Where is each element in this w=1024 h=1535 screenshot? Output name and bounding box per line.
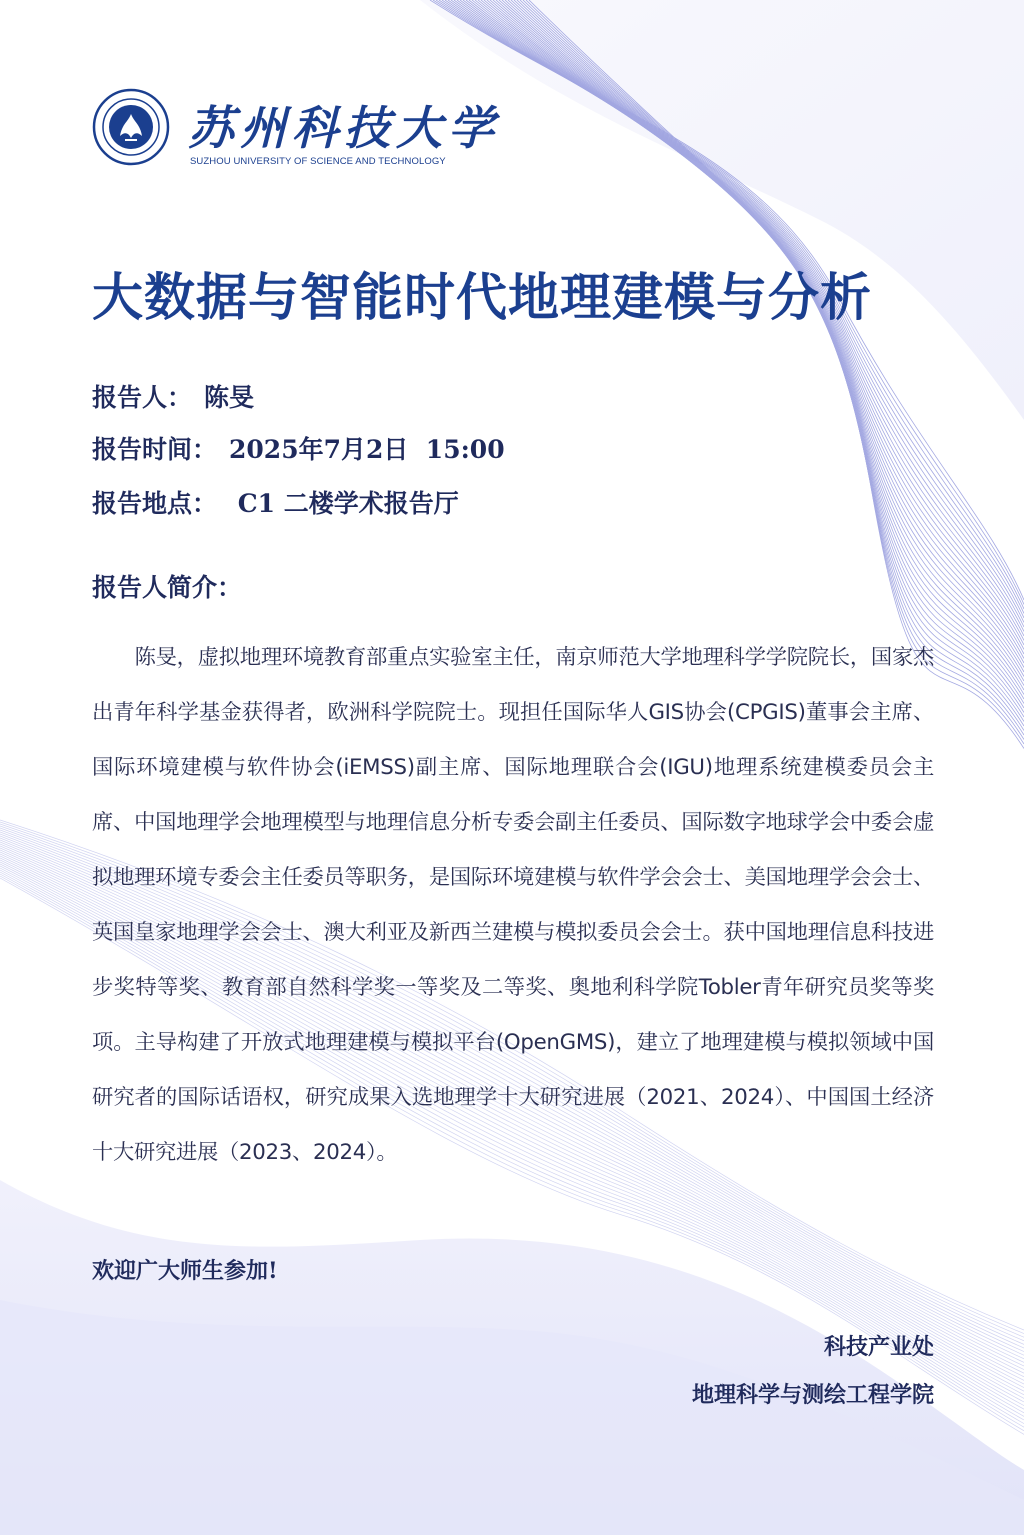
university-name-en: SUZHOU UNIVERSITY OF SCIENCE AND TECHNOLOGY (190, 156, 446, 167)
organizer-1: 科技产业处 (823, 1334, 934, 1360)
place-row (92, 484, 459, 520)
time-label: 报告时间： (92, 435, 218, 464)
place-value: C1 二楼学术报告厅 (229, 489, 459, 518)
organizer-2: 地理科学与测绘工程学院 (691, 1382, 934, 1408)
speaker-label: 报告人： (92, 383, 193, 412)
welcome-text: 欢迎广大师生参加! (92, 1258, 278, 1284)
speaker-value: 陈旻 (204, 383, 255, 412)
bio-heading: 报告人简介： (92, 573, 243, 602)
place-label: 报告地点： (92, 489, 218, 518)
page-title: 大数据与智能时代地理建模与分析 (92, 268, 873, 328)
time-value: 2025年7月2日 15:00 (229, 435, 505, 464)
bio-paragraph: 陈旻，虚拟地理环境教育部重点实验室主任，南京师范大学地理科学学院院长，国家杰出青年科学基金获得者，欧洲科学院院士。现担任国际华人GIS协会(CPGIS)董事会主席、国际环境建模与软件协会(iEMSS)副主席、国际地理联合会(IGU)地理系统建模委员会主席、中国地理学会地理模型与地理信息分析专委会副主任委员、国际数字地球学会中委会虚拟地理环境专委会主任委员等职务，是国际环境建模与软件学会会士、美国地理学会会士、英国皇家地理学会会士、澳大利亚及新西兰建模与模拟委员会会士。获中国地理信息科技进步奖特等奖、教育部自然科学奖一等奖及二等奖、奥地利科学院Tobler青年研究员奖等奖项。主导构建了开放式地理建模与模拟平台(OpenGMS)，建立了地理建模与模拟领域中国研究者的国际话语权，研究成果入选地理学十大研究进展（2021、2024）、中国国土经济十大研究进展（2023、2024）。 (92, 645, 934, 1165)
university-name-cn: 苏州科技大学 (188, 101, 500, 155)
university-seal-icon (92, 88, 170, 166)
time-row (92, 430, 505, 466)
speaker-row (92, 378, 254, 414)
